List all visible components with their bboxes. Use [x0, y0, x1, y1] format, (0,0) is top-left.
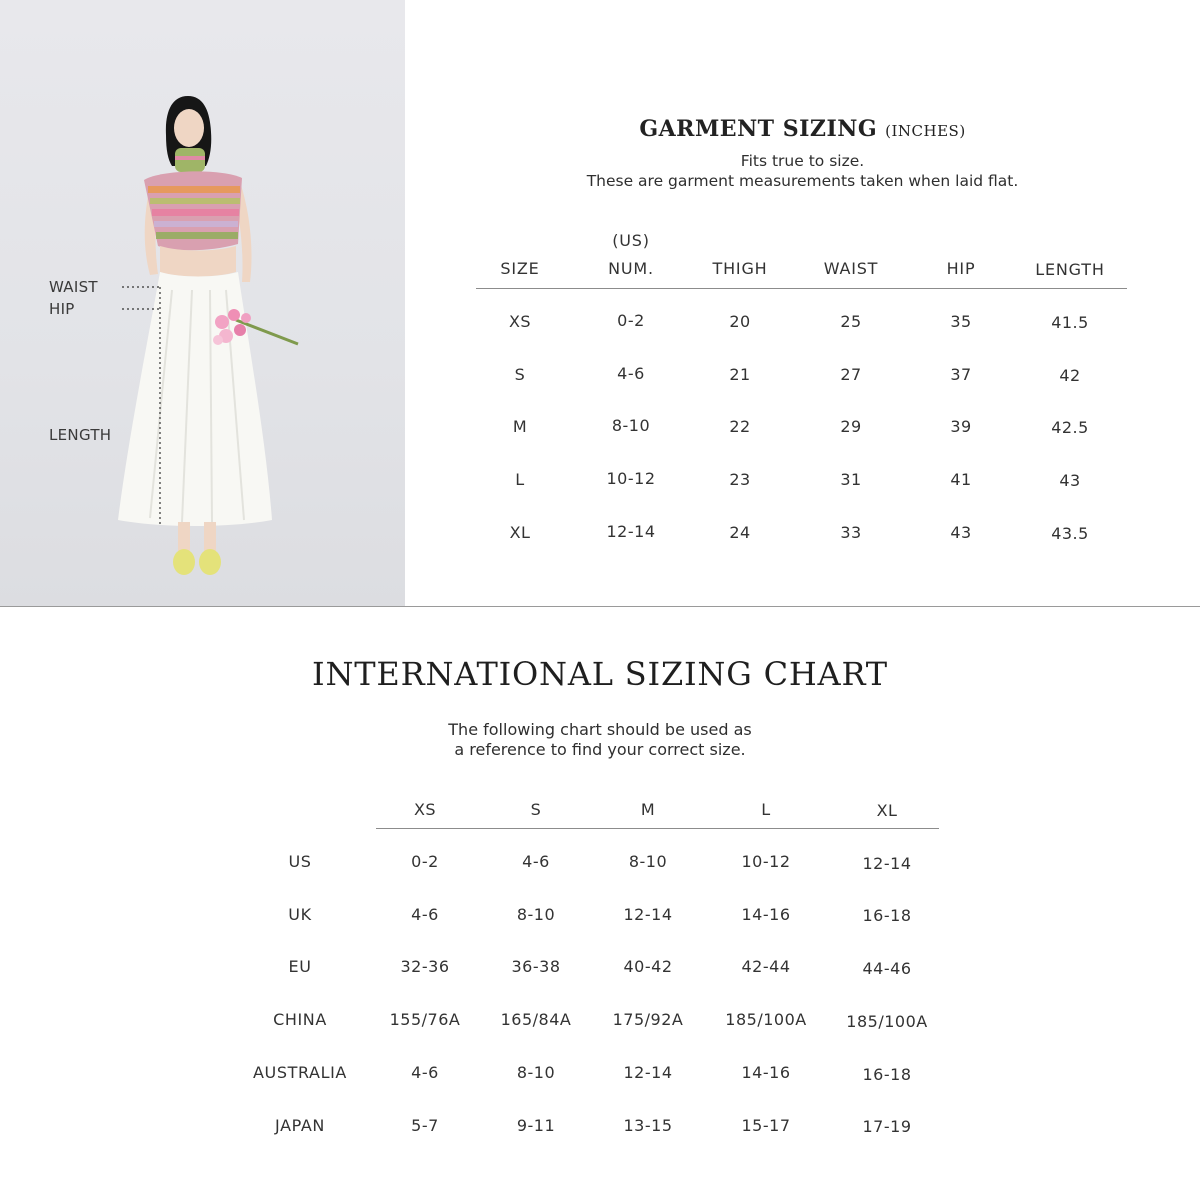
intl-cell: 4-6	[411, 905, 439, 924]
section-divider	[0, 606, 1200, 607]
intl-row-label: EU	[288, 957, 312, 976]
intl-cell: 8-10	[516, 905, 556, 924]
garment-cell: 25	[840, 312, 862, 331]
intl-cell: 4-6	[522, 852, 550, 871]
garment-header-waist: WAIST	[823, 259, 879, 278]
garment-cell: 43	[1059, 471, 1081, 490]
intl-header-divider	[376, 828, 939, 829]
length-guide-label: LENGTH	[49, 426, 112, 444]
intl-cell: 16-18	[862, 906, 912, 925]
intl-header-size: XS	[413, 800, 437, 819]
intl-cell: 9-11	[516, 1116, 556, 1135]
garment-sizing-title	[405, 116, 1200, 142]
garment-header-num: NUM.	[608, 259, 654, 278]
intl-cell: 8-10	[628, 852, 668, 871]
garment-cell: 21	[729, 365, 751, 384]
garment-cell: 29	[840, 417, 862, 436]
intl-row-label: JAPAN	[275, 1116, 325, 1135]
international-subtitle-2: a reference to find your correct size.	[454, 740, 746, 759]
garment-cell: S	[514, 365, 526, 384]
intl-cell: 185/100A	[725, 1010, 807, 1029]
intl-cell: 14-16	[741, 1063, 791, 1082]
garment-cell: XS	[508, 312, 532, 331]
garment-header-num-prefix: (US)	[612, 231, 650, 250]
intl-cell: 165/84A	[500, 1010, 572, 1029]
hip-guide-label: HIP	[49, 300, 75, 318]
garment-header-thigh: THIGH	[712, 259, 768, 278]
intl-cell: 10-12	[741, 852, 791, 871]
intl-cell: 14-16	[741, 905, 791, 924]
garment-cell: 0-2	[617, 311, 645, 330]
garment-cell: 35	[950, 312, 972, 331]
garment-title-text: GARMENT SIZING	[639, 116, 878, 142]
intl-header-size: S	[530, 800, 542, 819]
garment-cell: 22	[729, 417, 751, 436]
garment-cell: 33	[840, 523, 862, 542]
garment-cell: 37	[950, 365, 972, 384]
waist-guide-label: WAIST	[49, 278, 98, 296]
intl-cell: 16-18	[862, 1065, 912, 1084]
intl-header-size: XL	[876, 801, 898, 820]
intl-cell: 12-14	[623, 1063, 673, 1082]
garment-cell: 4-6	[617, 364, 645, 383]
garment-header-divider	[476, 288, 1127, 289]
intl-cell: 36-38	[511, 957, 561, 976]
intl-header-size: M	[640, 800, 656, 819]
garment-cell: 20	[729, 312, 751, 331]
intl-cell: 44-46	[862, 959, 912, 978]
intl-cell: 5-7	[411, 1116, 439, 1135]
garment-header-length: LENGTH	[1035, 260, 1105, 279]
intl-row-label: CHINA	[273, 1010, 327, 1029]
intl-cell: 4-6	[411, 1063, 439, 1082]
intl-cell: 12-14	[623, 905, 673, 924]
garment-header-hip: HIP	[946, 259, 976, 278]
garment-header-size: SIZE	[500, 259, 540, 278]
garment-cell: 12-14	[606, 522, 656, 541]
intl-row-label: US	[288, 852, 312, 871]
garment-cell: 31	[840, 470, 862, 489]
garment-cell: 42.5	[1051, 418, 1089, 437]
garment-cell: 24	[729, 523, 751, 542]
intl-cell: 8-10	[516, 1063, 556, 1082]
model-photo	[0, 0, 405, 606]
intl-cell: 32-36	[400, 957, 450, 976]
garment-unit-text: (INCHES)	[885, 122, 966, 140]
intl-cell: 40-42	[623, 957, 673, 976]
garment-cell: 27	[840, 365, 862, 384]
garment-cell: 42	[1059, 366, 1081, 385]
garment-cell: M	[512, 417, 528, 436]
intl-row-label: AUSTRALIA	[253, 1063, 347, 1082]
garment-subtitle-1: Fits true to size.	[740, 152, 865, 170]
garment-cell: L	[515, 470, 525, 489]
international-subtitle-1: The following chart should be used as	[448, 720, 752, 739]
intl-header-size: L	[761, 800, 771, 819]
intl-cell: 13-15	[623, 1116, 673, 1135]
intl-cell: 185/100A	[846, 1012, 928, 1031]
garment-cell: 41.5	[1051, 313, 1089, 332]
intl-cell: 0-2	[411, 852, 439, 871]
intl-cell: 155/76A	[389, 1010, 461, 1029]
intl-cell: 15-17	[741, 1116, 791, 1135]
garment-cell: 8-10	[611, 416, 651, 435]
garment-cell: XL	[509, 523, 531, 542]
garment-cell: 10-12	[606, 469, 656, 488]
garment-cell: 41	[950, 470, 972, 489]
garment-cell: 43	[950, 523, 972, 542]
garment-subtitle-2: These are garment measurements taken when laid flat.	[586, 172, 1019, 190]
international-sizing-title: INTERNATIONAL SIZING CHART	[312, 655, 888, 693]
intl-cell: 175/92A	[612, 1010, 684, 1029]
garment-cell: 23	[729, 470, 751, 489]
intl-row-label: UK	[288, 905, 312, 924]
intl-cell: 12-14	[862, 854, 912, 873]
garment-cell: 43.5	[1051, 524, 1089, 543]
garment-cell: 39	[950, 417, 972, 436]
intl-cell: 17-19	[862, 1117, 912, 1136]
intl-cell: 42-44	[741, 957, 791, 976]
